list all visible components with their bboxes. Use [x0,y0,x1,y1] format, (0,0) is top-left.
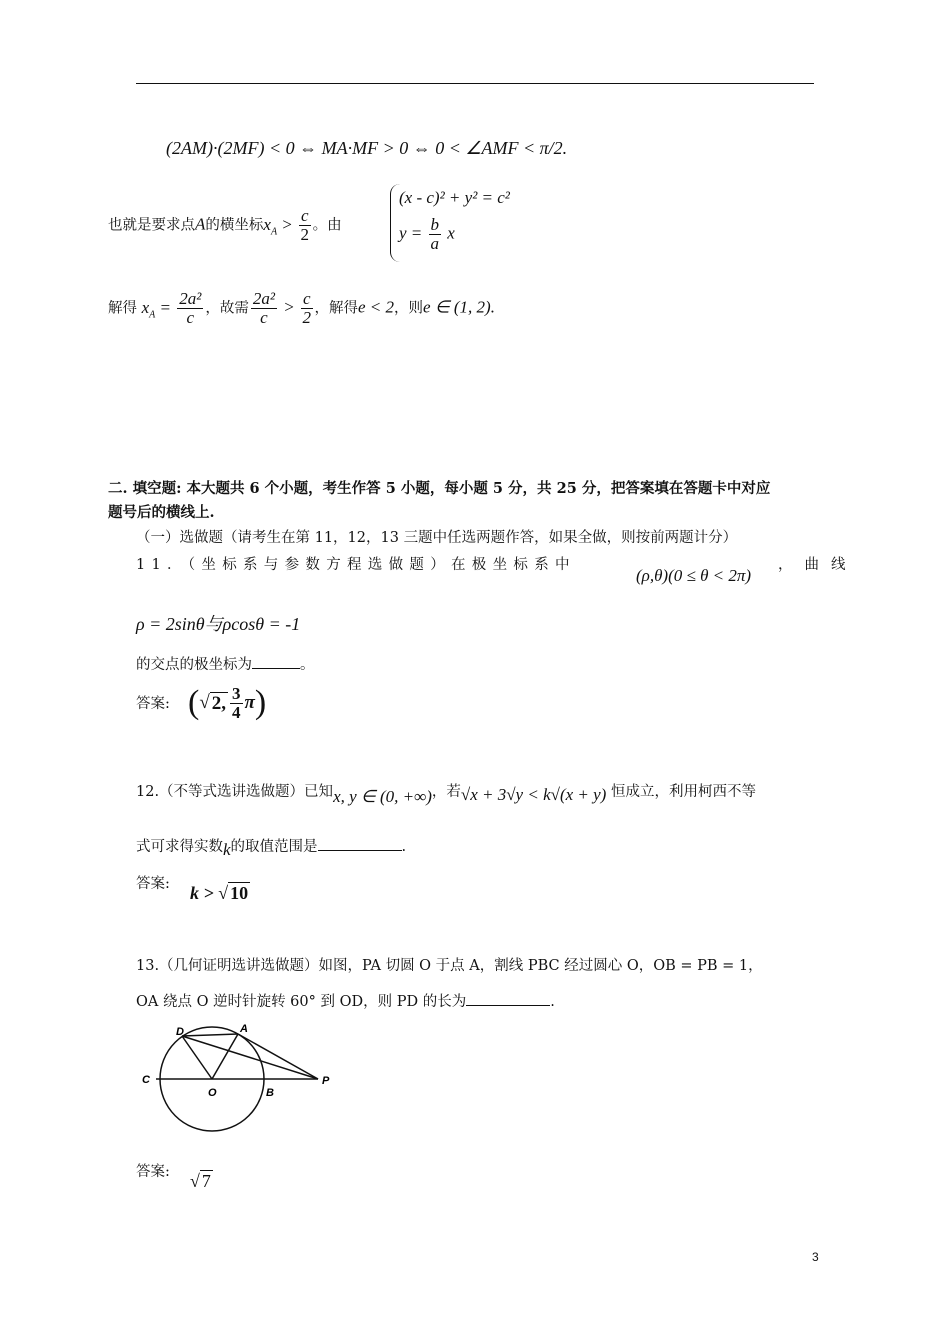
c-over-2-b: $\frac{c}{2}$ [302,289,311,327]
q12-ask [136,835,407,859]
e-range: e ∈ (1, 2). [423,297,495,317]
b-over-a: $\frac{b}{a}$ [430,215,440,253]
q12-answer-blank[interactable] [318,836,402,851]
q12-ans-radicand: 10 [230,883,249,903]
q12-tail: 恒成立，利用柯西不等 [610,784,756,800]
cond-prefix: 也就是要求点 [108,217,195,234]
q11-tail: ，曲线 [778,557,858,573]
q13-stem-line1: 13.（几何证明选讲选做题）如图，PA 切圆 O 于点 A，割线 PBC 经过圆心 O，OB = PB = 1， [136,958,763,974]
q13-ans-radicand: 7 [201,1171,211,1191]
label-b: B [266,1087,274,1099]
q11-answer: (√ 2, $\frac{3}{4}$ π) [188,683,267,722]
system-eq-1: (x - c)² + y² = c² [399,188,510,207]
two-a2-over-c-2: $\frac{\text{2a²}}{c}$ [252,289,275,327]
q12-answer: k > √ 10 [190,883,249,903]
q11-equation: ρ = 2sinθ与ρcosθ = -1 [136,614,301,634]
q11-answer-label: 答案: [136,696,170,712]
tangent-pa [238,1034,318,1079]
q11-ans-frac [230,685,243,722]
q12-label: 12.（不等式选讲选做题）已知 [136,784,334,800]
sol-need: ，故需 [205,300,249,317]
gt-sign: > [278,297,299,317]
cond-suffix: 。由 [312,217,342,234]
system-eq-2: y = $\frac{b}{a}$ x [399,215,455,253]
header-rule [136,83,814,84]
radius-od [182,1036,212,1079]
solution-line [108,290,495,327]
q11-answer-blank[interactable] [252,654,300,669]
q11-ask [136,653,315,674]
q11-ans-num: 3 [232,683,241,703]
label-p: P [322,1075,330,1087]
chord-da [182,1034,238,1036]
q12-ans-text: k > [190,883,214,903]
q11-ans-radicand: 2, [211,692,227,714]
q13-answer: √ 7 [190,1171,211,1191]
two-a2-over-c: $\frac{\text{2a²}}{c}$ [179,289,202,327]
q12-mid: ，若 [431,784,461,800]
q13-answer-blank[interactable] [466,991,550,1006]
q11-ask-text: 的交点的极坐标为 [136,657,252,673]
q12-k: k [223,840,231,859]
section-title-line2: 题号后的横线上. [108,504,215,521]
x-a-result: $x_A$ = [141,297,176,320]
q13-answer-label: 答案: [136,1164,170,1180]
label-a: A [240,1023,248,1035]
section-title-line1: 二. 填空题: 本大题共 6 个小题，考生作答 5 小题，每小题 5 分，共 25 分，把答案填在答题卡中对应 [108,480,771,497]
equation-system [390,184,510,262]
q12-stem [136,780,756,806]
point-a: A [195,214,206,234]
sol-then: ，则 [394,300,424,317]
q11-ans-den: 4 [232,702,241,722]
q12-end: . [401,839,407,855]
label-d: D [176,1026,184,1038]
condition-text [108,207,342,244]
q12-ineq: √x + 3√y < k√(x + y) [460,785,607,804]
q13-stem-line2 [136,990,555,1011]
system-eq-2-lhs: y = [399,223,423,243]
q12-ask-a: 式可求得实数 [136,839,223,855]
q11-end: 。 [300,657,315,673]
q12-answer-label: 答案: [136,876,170,892]
vector-equivalence-line: (2AM)·(2MF) < 0 ⇔ MA·MF > 0 ⇔ 0 < ∠AMF < π/2. [166,138,568,158]
c-over-2: $\frac{c}{2}$ [300,206,310,244]
q13-end: . [550,994,555,1010]
q13-geometry-figure [138,1022,338,1142]
q11-ans-pi: π [244,692,255,713]
q11-stem: 11．（坐标系与参数方程选做题）在极坐标系中 [136,557,576,573]
page-number: 3 [812,1250,819,1264]
q11-condition: (ρ,θ)(0 ≤ θ < 2π) [636,566,752,585]
cond-mid: 的横坐标 [205,217,264,234]
sol-solve: ，解得 [314,300,358,317]
label-c: C [142,1074,150,1086]
e-lt-2: e < 2 [358,297,395,317]
q12-ask-b: 的取值范围是 [230,839,318,855]
x-a-symbol: $x_A$ > [263,214,298,237]
q12-cond: x, y ∈ (0, +∞) [333,787,432,806]
label-o: O [208,1087,217,1099]
radius-oa [212,1034,238,1079]
q13-l2-text: OA 绕点 O 逆时针旋转 60° 到 OD，则 PD 的长为 [136,994,467,1010]
optional-note: （一）选做题（请考生在第 11，12，13 三题中任选两题作答，如果全做，则按前两题计分） [136,530,738,546]
sol-prefix: 解得 [108,300,137,317]
